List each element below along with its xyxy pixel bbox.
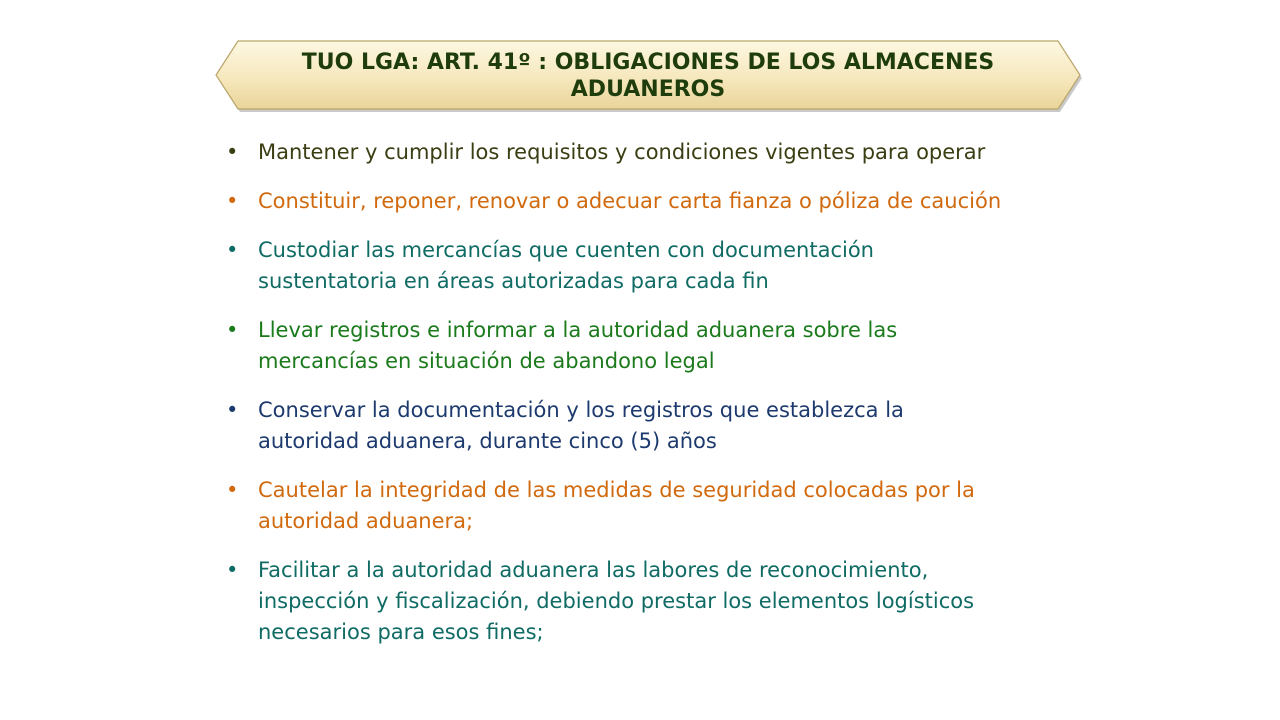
obligations-list [226,137,1126,666]
bullet-dot-icon: • [226,189,239,213]
list-item-line: mercancías en situación de abandono legal [258,349,715,373]
page-title-line-1: TUO LGA: ART. 41º : OBLIGACIONES DE LOS ALMACENES [301,50,995,75]
list-item-line: Custodiar las mercancías que cuenten con documentación [258,238,874,262]
page-title [244,49,1052,103]
bullet-dot-icon: • [226,140,239,164]
list-item-line: Cautelar la integridad de las medidas de seguridad colocadas por la [258,478,975,502]
title-banner [214,40,1082,112]
list-item-line: Constituir, reponer, renovar o adecuar carta fianza o póliza de caución [258,189,1002,213]
list-item-line: necesarios para esos fines; [258,620,544,644]
list-item-line: sustentatoria en áreas autorizadas para cada fin [258,269,769,293]
list-item-line: Conservar la documentación y los registros que establezca la [258,398,904,422]
list-item-line: inspección y fiscalización, debiendo prestar los elementos logísticos [258,589,975,613]
bullet-dot-icon: • [226,238,239,262]
list-item [226,235,1126,297]
list-item [226,475,1126,537]
bullet-dot-icon: • [226,558,239,582]
list-item [226,137,1126,168]
list-item-line: Facilitar a la autoridad aduanera las labores de reconocimiento, [258,558,929,582]
bullet-dot-icon: • [226,318,239,342]
page-title-line-2: ADUANEROS [570,77,726,102]
list-item-line: Llevar registros e informar a la autoridad aduanera sobre las [258,318,898,342]
list-item [226,395,1126,457]
list-item-line: autoridad aduanera; [258,509,474,533]
list-item [226,555,1126,648]
list-item [226,315,1126,377]
bullet-dot-icon: • [226,398,239,422]
list-item-line: autoridad aduanera, durante cinco (5) años [258,429,717,453]
bullet-dot-icon: • [226,478,239,502]
list-item-line: Mantener y cumplir los requisitos y condiciones vigentes para operar [258,140,986,164]
list-item [226,186,1126,217]
